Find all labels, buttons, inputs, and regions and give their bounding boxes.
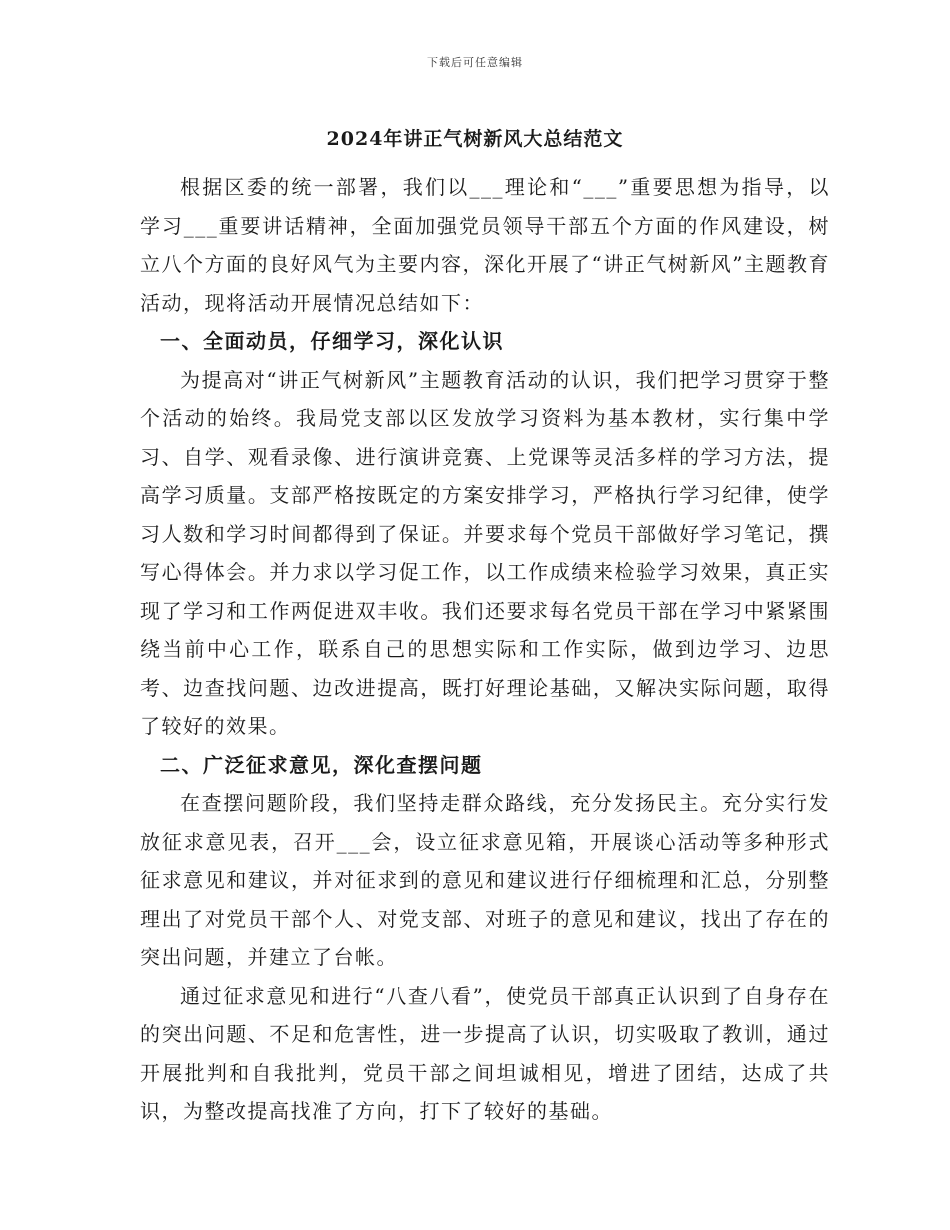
- header-note: 下载后可任意编辑: [427, 56, 523, 69]
- paragraph-opinions: 在查摆问题阶段，我们坚持走群众路线，充分发扬民主。充分实行发放征求意见表，召开___会，设立征求意见箱，开展谈心活动等多种形式征求意见和建议，并对征求到的意见和建议进行仔细梳理和汇总，分别整理出了对党员干部个人、对党支部、对班子的意见和建议，找出了存在的突出问题，并建立了台帐。: [140, 791, 830, 969]
- document-title: 2024年讲正气树新风大总结范文: [326, 128, 624, 150]
- section-heading-2: 二、广泛征求意见，深化查摆问题: [160, 752, 483, 777]
- paragraph-eight-checks: 通过征求意见和进行“八查八看”，使党员干部真正认识到了自身存在的突出问题、不足和危害性，进一步提高了认识，切实吸取了教训，通过开展批判和自我批判，党员干部之间坦诚相见，增进了团结，达成了共识，为整改提高找准了方向，打下了较好的基础。: [140, 983, 830, 1123]
- section-heading-1: 一、全面动员，仔细学习，深化认识: [160, 329, 504, 353]
- paragraph-intro: 根据区委的统一部署，我们以___理论和“___”重要思想为指导，以学习___重要讲话精神，全面加强党员领导干部五个方面的作风建设，树立八个方面的良好风气为主要内容，深化开展了“讲正气树新风”主题教育活动，现将活动开展情况总结如下：: [140, 175, 830, 315]
- paragraph-study: 为提高对“讲正气树新风”主题教育活动的认识，我们把学习贯穿于整个活动的始终。我局党支部以区发放学习资料为基本教材，实行集中学习、自学、观看录像、进行演讲竞赛、上党课等灵活多样的学习方法，提高学习质量。支部严格按既定的方案安排学习，严格执行学习纪律，使学习人数和学习时间都得到了保证。并要求每个党员干部做好学习笔记，撰写心得体会。并力求以学习促工作，以工作成绩来检验学习效果，真正实现了学习和工作两促进双丰收。我们还要求每名党员干部在学习中紧紧围绕当前中心工作，联系自己的思想实际和工作实际，做到边学习、边思考、边查找问题、边改进提高，既打好理论基础，又解决实际问题，取得了较好的效果。: [140, 367, 830, 738]
- document-body: [140, 168, 830, 1131]
